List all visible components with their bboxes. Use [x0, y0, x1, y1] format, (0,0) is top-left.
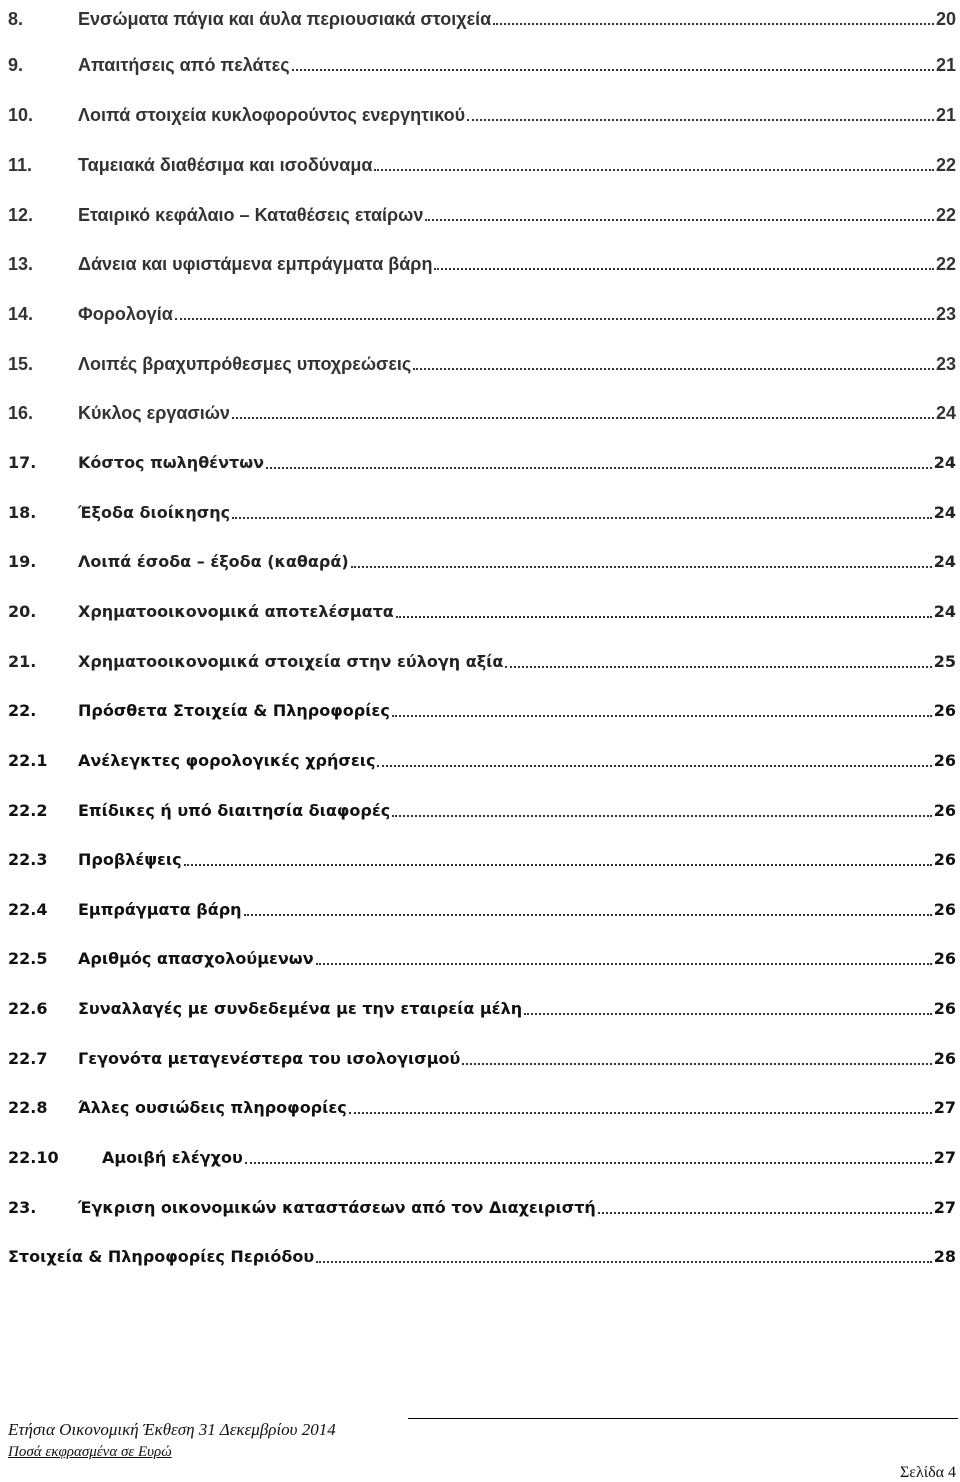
toc-entry-title: Γεγονότα μεταγενέστερα του ισολογισμού — [78, 1049, 461, 1068]
toc-leader-dots — [392, 815, 931, 817]
toc-entry-page: 26 — [933, 900, 956, 919]
toc-entry-page: 26 — [933, 949, 956, 968]
toc-entry[interactable] — [8, 891, 956, 921]
toc-entry-title: Εταιρικό κεφάλαιο – Καταθέσεις εταίρων — [78, 205, 424, 225]
toc-entry-page: 26 — [933, 999, 956, 1018]
toc-entry-page: 27 — [933, 1148, 956, 1167]
toc-entry-number: 22. — [8, 701, 37, 720]
toc-entry-number: 22.8 — [8, 1098, 48, 1117]
toc-entry[interactable] — [8, 742, 956, 772]
toc-entry-page: 26 — [933, 801, 956, 820]
toc-leader-dots — [493, 23, 934, 25]
toc-leader-dots — [392, 715, 932, 717]
toc-entry[interactable] — [8, 940, 956, 970]
toc-leader-dots — [524, 1013, 932, 1015]
toc-leader-dots — [505, 666, 931, 668]
toc-entry[interactable] — [8, 543, 956, 573]
footer-subtitle: Ποσά εκφρασμένα σε Ευρώ — [8, 1444, 172, 1460]
toc-entry-page: 25 — [933, 652, 956, 671]
toc-entry[interactable] — [8, 593, 956, 623]
toc-entry-page: 24 — [933, 552, 956, 571]
toc-entry-title: Στοιχεία & Πληροφορίες Περιόδου — [8, 1247, 315, 1266]
toc-entry-title: Απαιτήσεις από πελάτες — [78, 55, 290, 75]
toc-leader-dots — [351, 566, 932, 568]
toc-leader-dots — [413, 368, 934, 370]
footer-title: Ετήσια Οικονομική Έκθεση 31 Δεκεμβρίου 2014 — [8, 1420, 336, 1439]
toc-entry-title: Έγκριση οικονομικών καταστάσεων από τον Διαχειριστή — [78, 1198, 596, 1217]
toc-entry-number: 22.1 — [8, 751, 48, 770]
toc-entry-number: 16. — [8, 403, 34, 423]
toc-entry[interactable] — [8, 494, 956, 524]
toc-entry[interactable] — [8, 345, 956, 375]
toc-entry[interactable] — [8, 196, 956, 226]
page-number: Σελίδα 4 — [899, 1464, 956, 1481]
toc-entry-title: Λοιπά στοιχεία κυκλοφορούντος ενεργητικού — [78, 105, 466, 125]
toc-entry-page: 22 — [935, 205, 956, 225]
toc-entry-title: Άλλες ουσιώδεις πληροφορίες — [78, 1098, 347, 1117]
toc-entry-title: Λοιπές βραχυπρόθεσμες υποχρεώσεις — [78, 354, 412, 374]
toc-entry[interactable] — [8, 643, 956, 673]
toc-leader-dots — [232, 517, 932, 519]
toc-leader-dots — [245, 1162, 932, 1164]
toc-entry-number: 23. — [8, 1198, 37, 1217]
toc-entry-page: 23 — [935, 304, 956, 324]
toc-leader-dots — [598, 1212, 932, 1214]
toc-entry[interactable] — [8, 46, 956, 76]
toc-leader-dots — [316, 1261, 932, 1263]
toc-leader-dots — [292, 69, 934, 71]
toc-entry-page: 26 — [933, 850, 956, 869]
toc-entry[interactable] — [8, 0, 956, 30]
toc-leader-dots — [266, 467, 932, 469]
toc-entry-page: 21 — [935, 105, 956, 125]
toc-entry-page: 27 — [933, 1098, 956, 1117]
toc-entry-page: 24 — [933, 503, 956, 522]
toc-entry-page: 24 — [933, 602, 956, 621]
toc-entry-page: 22 — [935, 155, 956, 175]
toc-entry-number: 14. — [8, 304, 34, 324]
toc-leader-dots — [425, 219, 934, 221]
toc-entry-title: Ανέλεγκτες φορολογικές χρήσεις — [78, 751, 376, 770]
toc-entry-page: 26 — [933, 751, 956, 770]
toc-leader-dots — [175, 318, 934, 320]
toc-entry-title: Χρηματοοικονομικά στοιχεία στην εύλογη αξία — [78, 652, 504, 671]
toc-entry-title: Πρόσθετα Στοιχεία & Πληροφορίες — [78, 701, 390, 720]
footer-rule — [408, 1418, 958, 1419]
toc-entry-title: Συναλλαγές με συνδεδεμένα με την εταιρεία μέλη — [78, 999, 523, 1018]
toc-entry[interactable] — [8, 792, 956, 822]
toc-leader-dots — [184, 864, 932, 866]
toc-entry-title: Κόστος πωληθέντων — [78, 453, 264, 472]
toc-entry-page: 21 — [935, 55, 956, 75]
toc-entry[interactable] — [8, 990, 956, 1020]
toc-entry[interactable] — [8, 841, 956, 871]
toc-leader-dots — [374, 169, 934, 171]
toc-entry-number: 13. — [8, 254, 34, 274]
toc-entry-page: 26 — [933, 1049, 956, 1068]
toc-entry[interactable] — [8, 1139, 956, 1169]
toc-entry[interactable] — [8, 1238, 956, 1268]
toc-entry[interactable] — [8, 146, 956, 176]
toc-entry-title: Προβλέψεις — [78, 850, 182, 869]
toc-entry-number: 22.2 — [8, 801, 48, 820]
toc-entry-title: Ταμειακά διαθέσιμα και ισοδύναμα — [78, 155, 373, 175]
toc-leader-dots — [467, 119, 934, 121]
toc-entry-number: 22.6 — [8, 999, 48, 1018]
toc-entry-number: 10. — [8, 105, 34, 125]
toc-leader-dots — [396, 616, 932, 618]
toc-entry-title: Χρηματοοικονομικά αποτελέσματα — [78, 602, 394, 621]
toc-entry-number: 22.5 — [8, 949, 48, 968]
toc-leader-dots — [377, 765, 931, 767]
toc-entry[interactable] — [8, 1040, 956, 1070]
toc-leader-dots — [349, 1112, 932, 1114]
toc-entry[interactable] — [8, 394, 956, 424]
toc-entry-number: 20. — [8, 602, 37, 621]
toc-leader-dots — [316, 963, 932, 965]
toc-entry-number: 22.3 — [8, 850, 48, 869]
toc-entry-number: 22.7 — [8, 1049, 48, 1068]
toc-entry[interactable] — [8, 1089, 956, 1119]
toc-entry-title: Φορολογία — [78, 304, 173, 324]
toc-leader-dots — [462, 1063, 931, 1065]
toc-entry-number: 21. — [8, 652, 37, 671]
toc-entry-number: 19. — [8, 552, 37, 571]
toc-entry-title: Ενσώματα πάγια και άυλα περιουσιακά στοιχεία — [78, 9, 492, 29]
toc-entry[interactable] — [8, 692, 956, 722]
toc-entry-page: 24 — [935, 403, 956, 423]
toc-entry-page: 28 — [933, 1247, 956, 1266]
toc-entry-page: 23 — [935, 354, 956, 374]
toc-entry-title: Επίδικες ή υπό διαιτησία διαφορές — [78, 801, 391, 820]
toc-leader-dots — [232, 417, 934, 419]
toc-entry-page: 27 — [933, 1198, 956, 1217]
toc-entry-number: 12. — [8, 205, 34, 225]
toc-leader-dots — [434, 268, 934, 270]
toc-entry-title: Αριθμός απασχολούμενων — [78, 949, 314, 968]
toc-entry-number: 9. — [8, 55, 24, 75]
toc-entry-number: 17. — [8, 453, 37, 472]
toc-entry-title: Αμοιβή ελέγχου — [102, 1148, 243, 1167]
toc-entry-number: 18. — [8, 503, 37, 522]
toc-entry-number: 22.4 — [8, 900, 48, 919]
toc-entry[interactable] — [8, 245, 956, 275]
toc-entry[interactable] — [8, 1189, 956, 1219]
toc-entry[interactable] — [8, 444, 956, 474]
toc-entry-title: Κύκλος εργασιών — [78, 403, 230, 423]
toc-entry-title: Δάνεια και υφιστάμενα εμπράγματα βάρη — [78, 254, 433, 274]
toc-leader-dots — [244, 914, 932, 916]
toc-entry-title: Έξοδα διοίκησης — [78, 503, 231, 522]
toc-entry-number: 22.10 — [8, 1148, 59, 1167]
toc-entry-number: 11. — [8, 155, 33, 175]
toc-entry-page: 24 — [933, 453, 956, 472]
toc-entry-number: 15. — [8, 354, 34, 374]
toc-entry-title: Εμπράγματα βάρη — [78, 900, 242, 919]
toc-entry-page: 22 — [935, 254, 956, 274]
toc-entry-number: 8. — [8, 9, 24, 29]
toc-entry-title: Λοιπά έσοδα – έξοδα (καθαρά) — [78, 552, 349, 571]
toc-entry[interactable] — [8, 295, 956, 325]
toc-entry-page: 26 — [933, 701, 956, 720]
toc-entry[interactable] — [8, 96, 956, 126]
toc-entry-page: 20 — [935, 9, 956, 29]
